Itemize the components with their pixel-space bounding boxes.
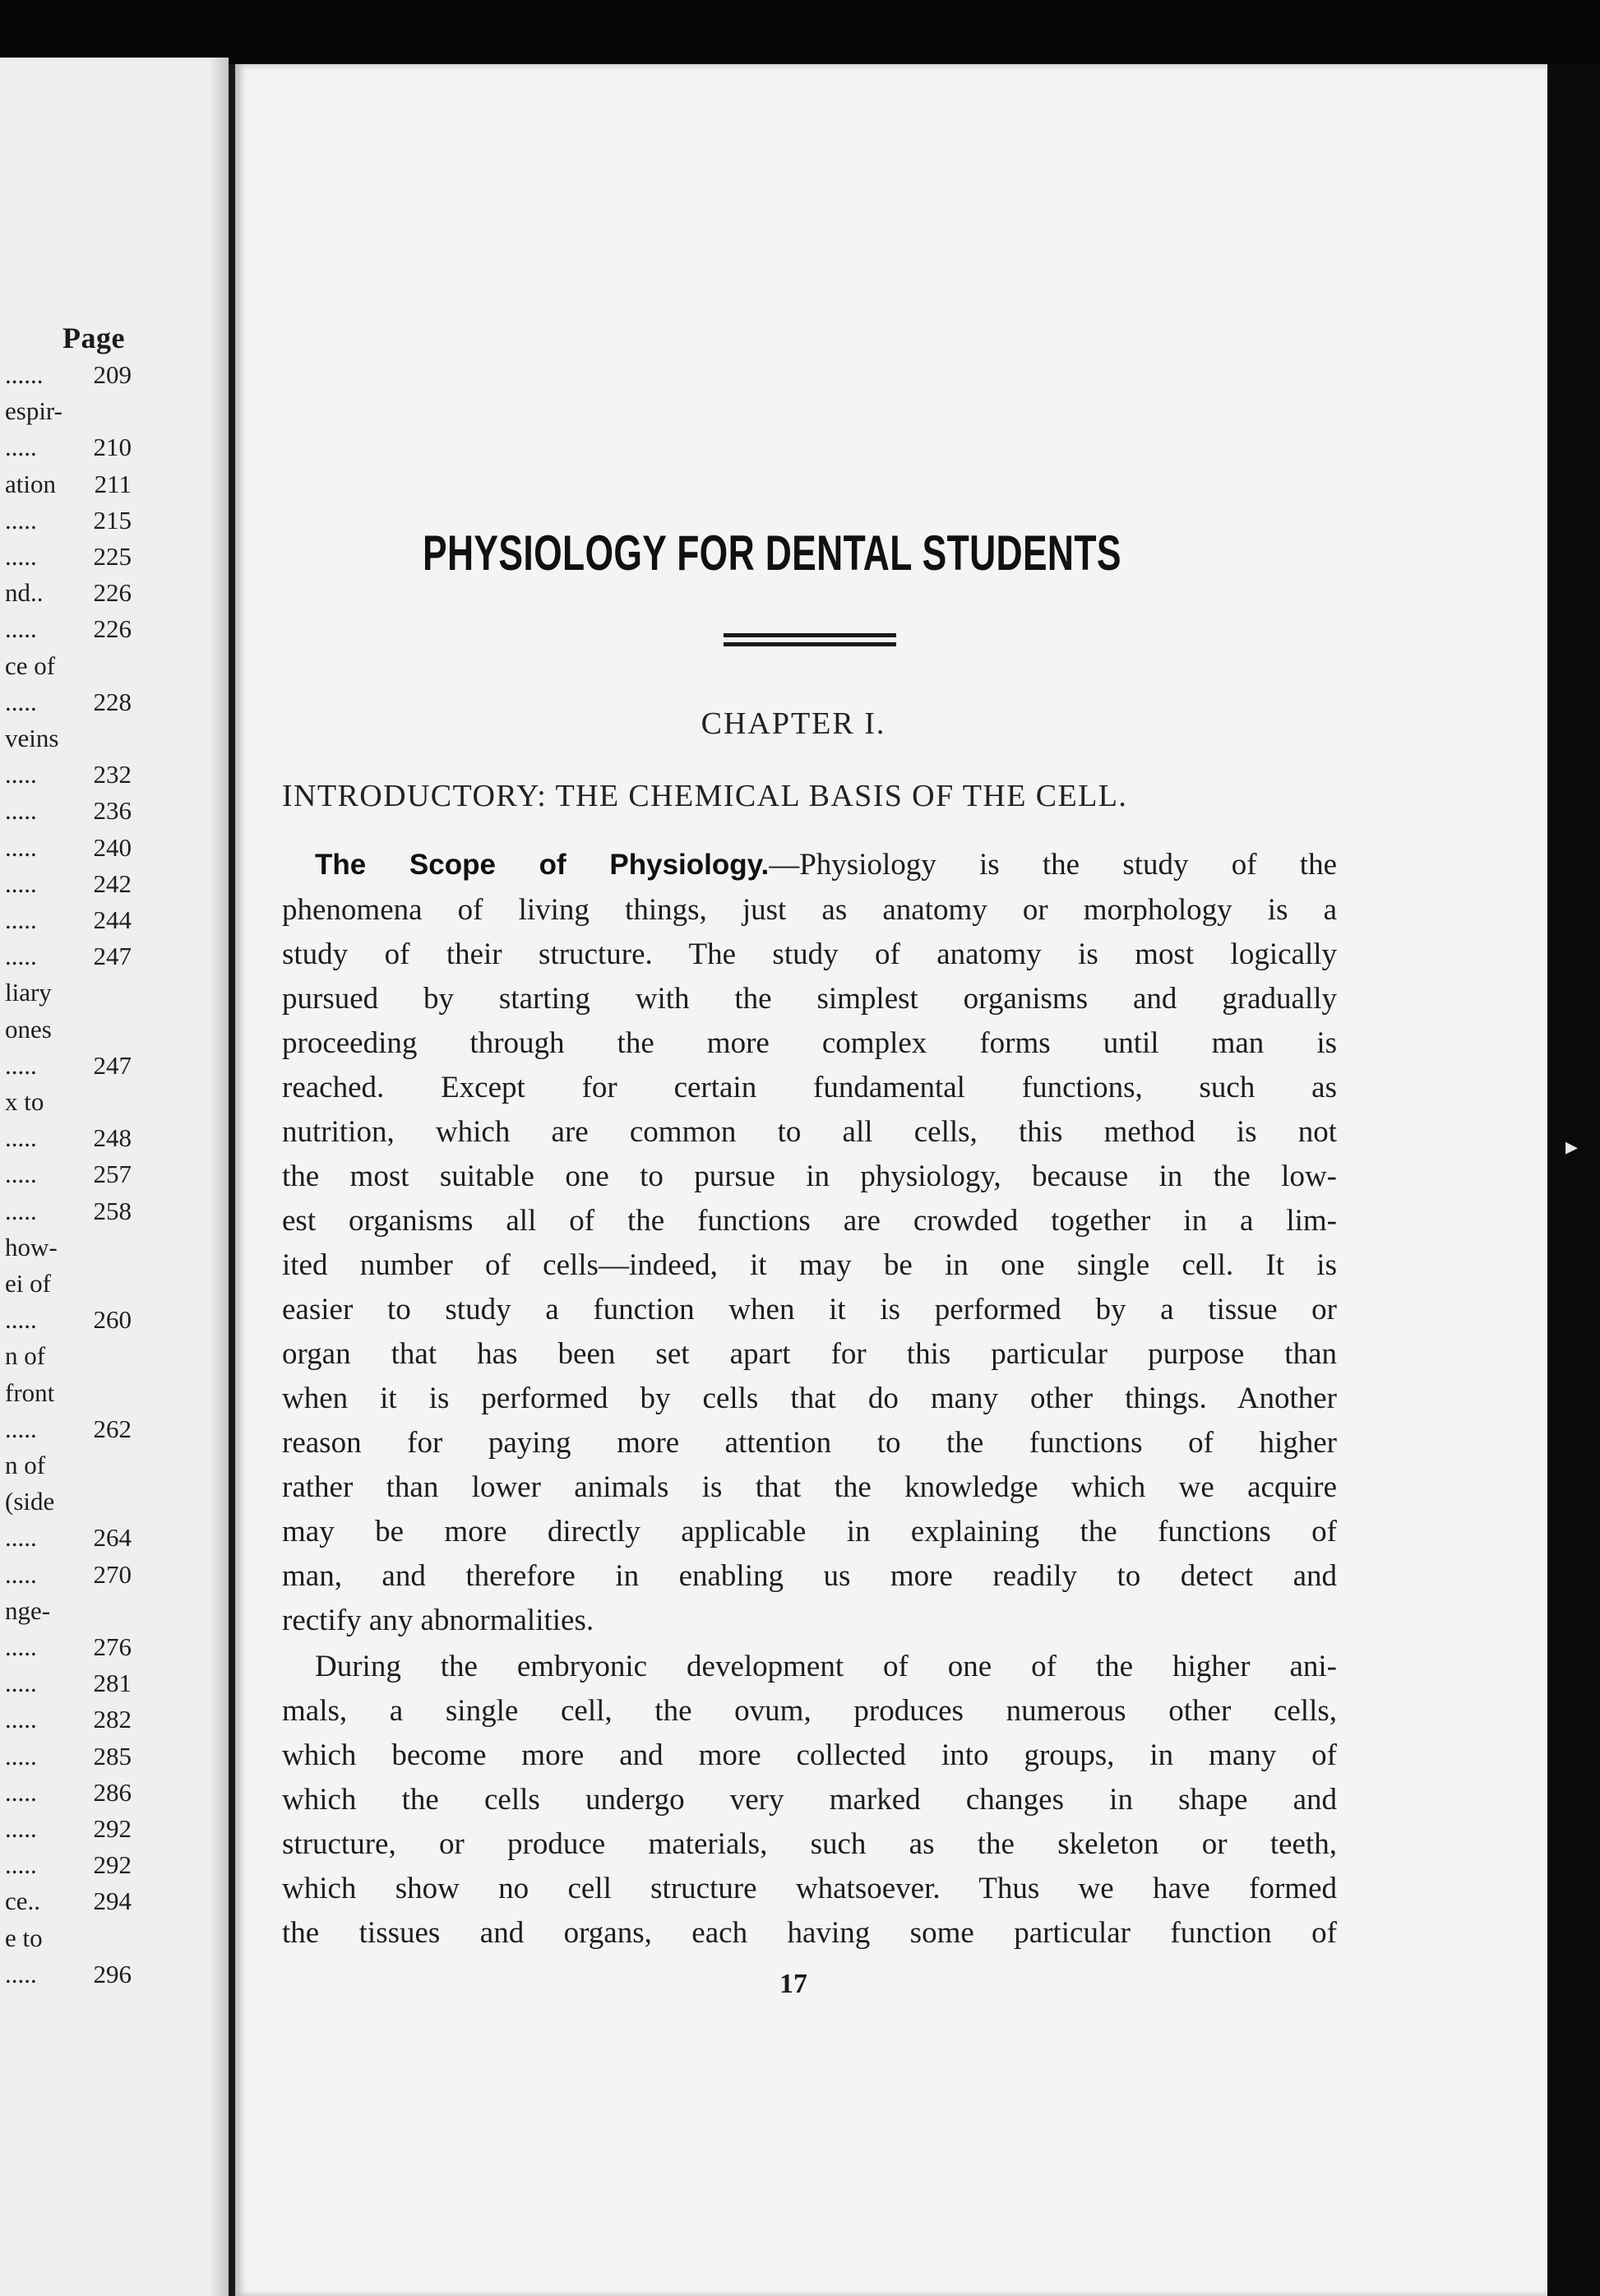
paragraph-line: may be more directly applicable in explaining the functions of [282, 1515, 1337, 1548]
contents-entry-page-number [49, 1266, 132, 1302]
contents-entry-page-number [49, 1375, 132, 1411]
paragraph-line: proceeding through the more complex forms until man is [282, 1026, 1337, 1060]
paragraph-line: nutrition, which are common to all cells, this method is not [282, 1115, 1337, 1149]
paragraph-line: pursued by starting with the simplest organisms and gradually [282, 982, 1337, 1016]
contents-entry-fragment: n of [5, 1451, 46, 1479]
contents-entry-page-number [49, 1229, 132, 1266]
contents-entry-page-number: 225 [93, 542, 132, 571]
paragraph-line: est organisms all of the functions are crowded together in a lim- [282, 1204, 1337, 1238]
contents-entry-page-number: 240 [93, 833, 132, 862]
contents-entry-fragment: ..... [5, 506, 37, 535]
contents-entry-page-number: 247 [93, 1051, 132, 1080]
contents-entry-page-number: 209 [93, 360, 132, 389]
contents-entry-page-number: 276 [93, 1632, 132, 1661]
contents-entry-page-number [49, 974, 132, 1011]
contents-entry-fragment: ..... [5, 1778, 37, 1807]
contents-entry-page-number [49, 1447, 132, 1484]
paragraph-line: reached. Except for certain fundamental functions, such as [282, 1071, 1337, 1104]
contents-entry-fragment: ..... [5, 1705, 37, 1734]
contents-entry-fragment: (side [5, 1487, 55, 1516]
paragraph-line: The Scope of Physiology.—Physiology is the study of the [315, 848, 1337, 882]
contents-entry-fragment: ..... [5, 942, 37, 970]
contents-entry-fragment: ..... [5, 905, 37, 934]
contents-entry-fragment: ..... [5, 833, 37, 862]
contents-entry-fragment: espir- [5, 396, 62, 425]
paragraph-line: organ that has been set apart for this particular purpose than [282, 1337, 1337, 1371]
contents-entry-page-number: 286 [93, 1778, 132, 1807]
paragraph-line: study of their structure. The study of anatomy is most logically [282, 937, 1337, 971]
contents-entry-fragment: ..... [5, 1414, 37, 1443]
contents-entry-page-number: 292 [93, 1814, 132, 1843]
contents-entry-page-number: 294 [93, 1886, 132, 1915]
contents-entry-fragment: ..... [5, 1123, 37, 1152]
contents-entry-page-number: 236 [93, 796, 132, 825]
contents-entry-page-number: 226 [93, 578, 132, 607]
contents-entry-fragment: ..... [5, 687, 37, 716]
contents-entry-fragment: ..... [5, 433, 37, 461]
paragraph-line: easier to study a function when it is performed by a tissue or [282, 1293, 1337, 1326]
contents-entry-page-number [49, 1593, 132, 1629]
contents-entry-fragment: ..... [5, 1742, 37, 1771]
contents-entry-page-number: 248 [93, 1123, 132, 1152]
contents-entry-fragment: ..... [5, 1850, 37, 1879]
contents-entry-fragment: front [5, 1378, 55, 1407]
contents-entry-page-number: 242 [93, 869, 132, 898]
contents-entry-page-number [49, 1484, 132, 1520]
contents-entry-fragment: ..... [5, 1160, 37, 1188]
contents-entry-page-number: 281 [93, 1669, 132, 1697]
contents-entry-fragment: ..... [5, 1814, 37, 1843]
paragraph-line: the most suitable one to pursue in physiology, because in the low- [282, 1160, 1337, 1193]
paragraph-line: ited number of cells—indeed, it may be in one single cell. It is [282, 1248, 1337, 1282]
contents-entry-page-number: 264 [93, 1523, 132, 1552]
contents-entry-fragment: ..... [5, 542, 37, 571]
book-title: PHYSIOLOGY FOR DENTAL STUDENTS [423, 525, 1121, 581]
contents-entry-fragment: e to [5, 1923, 43, 1952]
contents-entry-page-number [49, 1011, 132, 1048]
chapter-heading: CHAPTER I. [701, 706, 886, 741]
scan-border [1547, 64, 1600, 2296]
contents-entry-fragment: ...... [5, 360, 44, 389]
contents-entry-page-number: 228 [93, 687, 132, 716]
contents-entry-fragment: ..... [5, 869, 37, 898]
contents-entry-fragment: ..... [5, 1960, 37, 1988]
paragraph-line: During the embryonic development of one of the higher ani- [315, 1650, 1337, 1683]
left-page [0, 58, 229, 2296]
contents-entry-page-number: 282 [93, 1705, 132, 1734]
paragraph-line: which become more and more collected into groups, in many of [282, 1738, 1337, 1772]
contents-entry-fragment: n of [5, 1341, 46, 1370]
contents-entry-page-number: 210 [93, 433, 132, 461]
paragraph-line: phenomena of living things, just as anatomy or morphology is a [282, 893, 1337, 927]
paragraph-line: which the cells undergo very marked changes in shape and [282, 1783, 1337, 1817]
contents-entry-page-number: 260 [93, 1305, 132, 1334]
paragraph-line: man, and therefore in enabling us more readily to detect and [282, 1559, 1337, 1593]
contents-entry-fragment: ei of [5, 1269, 51, 1298]
contents-entry-fragment: x to [5, 1087, 44, 1116]
contents-entry-page-number [49, 1338, 132, 1374]
contents-entry-page-number: 292 [93, 1850, 132, 1879]
paragraph-line: when it is performed by cells that do many other things. Another [282, 1382, 1337, 1415]
contents-entry-page-number: 211 [94, 470, 132, 498]
paragraph-line: rectify any abnormalities. [282, 1604, 594, 1637]
contents-entry-fragment: ..... [5, 1305, 37, 1334]
contents-entry-page-number: 226 [93, 614, 132, 643]
contents-entry-fragment: ..... [5, 796, 37, 825]
contents-entry-page-number [49, 1084, 132, 1120]
contents-entry-page-number: 258 [93, 1197, 132, 1225]
contents-entry-page-number: 232 [93, 760, 132, 789]
contents-page-heading: Page [62, 322, 125, 354]
contents-entry-page-number [49, 648, 132, 684]
contents-entry-fragment: nd.. [5, 578, 44, 607]
page-fold-shadow [209, 58, 229, 2296]
contents-entry-page-number: 285 [93, 1742, 132, 1771]
contents-entry-page-number: 257 [93, 1160, 132, 1188]
contents-entry-fragment: ..... [5, 1560, 37, 1589]
contents-entry-fragment: ..... [5, 1632, 37, 1661]
paragraph-line: the tissues and organs, each having some particular function of [282, 1916, 1337, 1950]
contents-entry-page-number: 270 [93, 1560, 132, 1589]
contents-entry-fragment: ..... [5, 1669, 37, 1697]
edge-marker-icon: ▸ [1565, 1132, 1579, 1161]
contents-entry-page-number: 247 [93, 942, 132, 970]
contents-entry-page-number [49, 393, 132, 429]
contents-entry-fragment: ce.. [5, 1886, 41, 1915]
contents-entry-fragment: ation [5, 470, 56, 498]
paragraph-line: structure, or produce materials, such as the skeleton or teeth, [282, 1827, 1337, 1861]
contents-entry-fragment: veins [5, 724, 59, 752]
paragraph-line: mals, a single cell, the ovum, produces numerous other cells, [282, 1694, 1337, 1728]
contents-entry-page-number [49, 1920, 132, 1956]
chapter-subtitle: INTRODUCTORY: THE CHEMICAL BASIS OF THE CELL. [282, 779, 1128, 813]
page-number: 17 [779, 1969, 807, 1999]
paragraph-line: reason for paying more attention to the functions of higher [282, 1426, 1337, 1460]
contents-entry-fragment: ..... [5, 614, 37, 643]
contents-entry-page-number: 296 [93, 1960, 132, 1988]
contents-entry-page-number: 244 [93, 905, 132, 934]
paragraph-line: which show no cell structure whatsoever. Thus we have formed [282, 1872, 1337, 1905]
contents-entry-fragment: liary [5, 978, 52, 1007]
contents-entry-fragment: ..... [5, 1051, 37, 1080]
title-rule-lower [724, 642, 896, 646]
title-rule-upper [724, 633, 896, 637]
contents-entry-fragment: ..... [5, 760, 37, 789]
run-in-heading: The Scope of Physiology. [315, 849, 770, 881]
paragraph-line: rather than lower animals is that the knowledge which we acquire [282, 1470, 1337, 1504]
contents-entry-fragment: ones [5, 1015, 52, 1044]
contents-entry-fragment: how- [5, 1233, 58, 1261]
contents-entry-fragment: ..... [5, 1197, 37, 1225]
contents-entry-fragment: ..... [5, 1523, 37, 1552]
contents-entry-page-number: 215 [93, 506, 132, 535]
contents-entry-fragment: nge- [5, 1596, 51, 1625]
book-gutter [229, 64, 235, 2296]
contents-entry-fragment: ce of [5, 651, 56, 680]
contents-entry-page-number: 262 [93, 1414, 132, 1443]
